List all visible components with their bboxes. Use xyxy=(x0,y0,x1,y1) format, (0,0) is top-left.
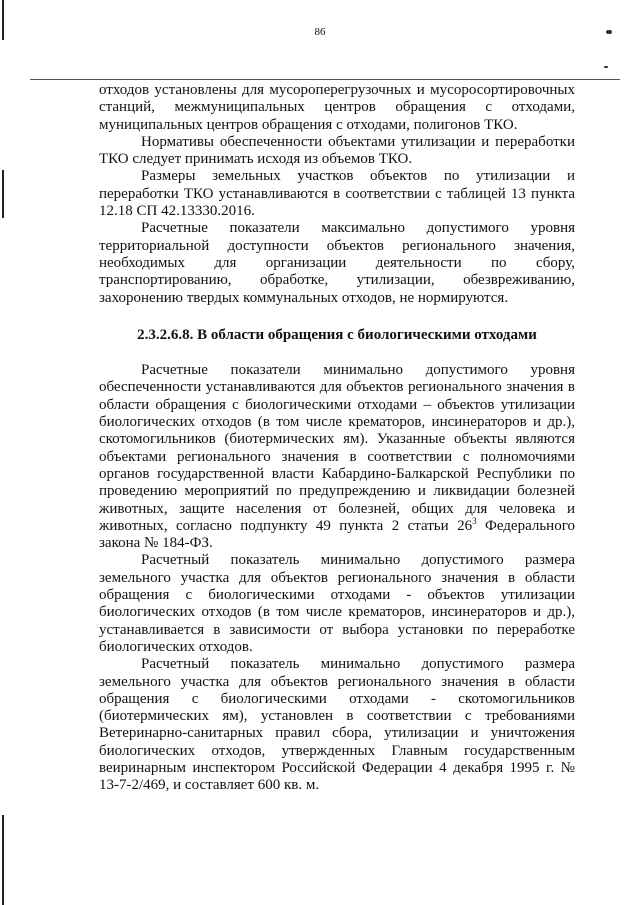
document-body xyxy=(99,82,575,795)
scan-edge-mark xyxy=(2,170,4,218)
scan-edge-mark xyxy=(2,815,4,905)
paragraph-crematoria-land: Расчетный показатель минимально допустимого размера земельного участка для объектов регионального значения в области обращения с биологическими отходами - объектов утилизации биологических отходов (в том числе крематоров, инсинераторов и др.), устанавливается в зависимости от выбора установки по переработке биологических отходов. xyxy=(99,552,575,655)
superscript: 3 xyxy=(472,515,477,526)
paragraph-bio-objects xyxy=(99,362,575,552)
paragraph-burial-land: Расчетный показатель минимально допустимого размера земельного участка для объектов регионального значения в области обращения с биологическими отходами - скотомогильников (биотермических ям), установлен в соответствии с требованиями Ветеринарно-санитарных правил сбора, утилизации и уничтожения биологических отходов, утвержденных Главным государственным веиринарным инспектором Российской Федерации 4 декабря 1995 г. № 13-7-2/469, и составляет 600 кв. м. xyxy=(99,656,575,794)
section-heading: 2.3.2.6.8. В области обращения с биологическими отходами xyxy=(137,326,537,343)
header-rule xyxy=(30,79,620,80)
paragraph-bio-text-end: Федерального закона № 184-ФЗ. xyxy=(99,517,575,552)
paragraph-accessibility: Расчетные показатели максимально допустимого уровня территориальной доступности объектов регионального значения, необходимых для организации деятельности по сбору, транспортированию, обработке, утилизации, обезвреживанию, захоронению твердых коммунальных отходов, не нормируются. xyxy=(99,220,575,306)
paragraph-land-sizes: Размеры земельных участков объектов по утилизации и переработки ТКО устанавливаются в соответствии с таблицей 13 пункта 12.18 СП 42.13330.2016. xyxy=(99,168,575,220)
page-number: 86 xyxy=(314,26,326,38)
paragraph-continuation: отходов установлены для мусороперегрузочных и мусоросортировочных станций, межмуниципальных центров обращения с отходами, муниципальных центров обращения с отходами, полигонов ТКО. xyxy=(99,82,575,133)
scan-speck xyxy=(604,66,608,68)
paragraph-norms: Нормативы обеспеченности объектами утилизации и переработки ТКО следует принимать исходя из объемов ТКО. xyxy=(99,133,575,168)
paragraph-bio-text: Расчетные показатели минимально допустимого уровня обеспеченности устанавливаются для объектов регионального значения в области обращения с биологическими отходами – объектов утилизации биологических отходов (в том числе крематоров, инсинераторов и др.), скотомогильников (биотермических ям). Указанные объекты являются объектами регионального значения в соответствии с полномочиями органов государственной власти Кабардино-Балкарской Республики по проведению мероприятий по предупреждению и ликвидации болезней животных, защите населения от болезней, общих для человека и животных, согласно подпункту 49 пункта 2 статьи 26 xyxy=(99,362,575,534)
